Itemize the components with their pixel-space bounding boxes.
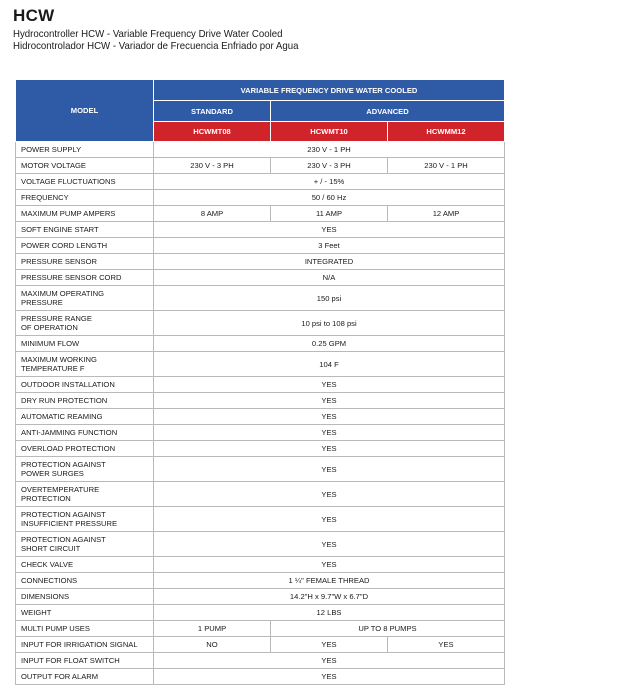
model-name: HCWMT08 <box>154 122 271 142</box>
row-value: 12 LBS <box>154 605 505 621</box>
row-value: 230 V - 1 PH <box>388 158 505 174</box>
row-label: PRESSURE RANGE OF OPERATION <box>16 311 154 336</box>
row-label: DRY RUN PROTECTION <box>16 393 154 409</box>
group-header: VARIABLE FREQUENCY DRIVE WATER COOLED <box>154 80 505 101</box>
table-row <box>16 441 505 457</box>
model-name: HCWMT10 <box>271 122 388 142</box>
standard-header: STANDARD <box>154 101 271 122</box>
row-value: UP TO 8 PUMPS <box>271 621 505 637</box>
row-label: PROTECTION AGAINST POWER SURGES <box>16 457 154 482</box>
row-label: OUTPUT FOR ALARM <box>16 669 154 685</box>
row-value: 12 AMP <box>388 206 505 222</box>
row-value: YES <box>154 222 505 238</box>
table-row <box>16 377 505 393</box>
row-value: YES <box>271 637 388 653</box>
subtitle-spanish: Hidrocontrolador HCW - Variador de Frecuencia Enfriado por Agua <box>13 40 299 52</box>
table-row <box>16 352 505 377</box>
table-row <box>16 158 505 174</box>
table-row <box>16 589 505 605</box>
table-row <box>16 286 505 311</box>
row-value: YES <box>154 377 505 393</box>
row-label: CHECK VALVE <box>16 557 154 573</box>
row-label: FREQUENCY <box>16 190 154 206</box>
advanced-header: ADVANCED <box>271 101 505 122</box>
row-value: INTEGRATED <box>154 254 505 270</box>
row-label: MAXIMUM PUMP AMPERS <box>16 206 154 222</box>
row-label: MINIMUM FLOW <box>16 336 154 352</box>
row-value: 150 psi <box>154 286 505 311</box>
table-row <box>16 507 505 532</box>
row-value: 10 psi to 108 psi <box>154 311 505 336</box>
row-value: 230 V - 3 PH <box>154 158 271 174</box>
row-label: OVERTEMPERATURE PROTECTION <box>16 482 154 507</box>
row-label: SOFT ENGINE START <box>16 222 154 238</box>
row-label: VOLTAGE FLUCTUATIONS <box>16 174 154 190</box>
row-value: YES <box>154 409 505 425</box>
row-label: POWER SUPPLY <box>16 142 154 158</box>
row-label: OUTDOOR INSTALLATION <box>16 377 154 393</box>
table-row <box>16 557 505 573</box>
row-label: DIMENSIONS <box>16 589 154 605</box>
table-row <box>16 174 505 190</box>
row-value: 11 AMP <box>271 206 388 222</box>
row-label: WEIGHT <box>16 605 154 621</box>
table-row <box>16 573 505 589</box>
row-label: MOTOR VOLTAGE <box>16 158 154 174</box>
model-name: HCWMM12 <box>388 122 505 142</box>
model-header: MODEL <box>16 80 154 142</box>
spec-table <box>15 79 505 685</box>
row-value: 230 V - 1 PH <box>154 142 505 158</box>
row-label: OVERLOAD PROTECTION <box>16 441 154 457</box>
row-label: ANTI-JAMMING FUNCTION <box>16 425 154 441</box>
row-value: YES <box>154 653 505 669</box>
row-value: 1 ¼" FEMALE THREAD <box>154 573 505 589</box>
table-row <box>16 605 505 621</box>
row-value: 230 V - 3 PH <box>271 158 388 174</box>
row-label: INPUT FOR IRRIGATION SIGNAL <box>16 637 154 653</box>
table-row <box>16 311 505 336</box>
row-value: YES <box>154 669 505 685</box>
table-row <box>16 653 505 669</box>
row-value: 3 Feet <box>154 238 505 254</box>
table-row <box>16 206 505 222</box>
row-label: AUTOMATIC REAMING <box>16 409 154 425</box>
row-label: PROTECTION AGAINST INSUFFICIENT PRESSURE <box>16 507 154 532</box>
row-value: YES <box>154 425 505 441</box>
table-row <box>16 393 505 409</box>
table-row <box>16 425 505 441</box>
row-value: YES <box>154 441 505 457</box>
row-value: 8 AMP <box>154 206 271 222</box>
table-row <box>16 409 505 425</box>
row-value: YES <box>154 393 505 409</box>
row-value: YES <box>154 457 505 482</box>
row-value: 1 PUMP <box>154 621 271 637</box>
row-label: MAXIMUM WORKING TEMPERATURE F <box>16 352 154 377</box>
table-row <box>16 254 505 270</box>
row-label: MULTI PUMP USES <box>16 621 154 637</box>
row-value: 50 / 60 Hz <box>154 190 505 206</box>
row-value: N/A <box>154 270 505 286</box>
table-row <box>16 621 505 637</box>
row-label: PROTECTION AGAINST SHORT CIRCUIT <box>16 532 154 557</box>
row-value: 14.2"H x 9.7"W x 6.7"D <box>154 589 505 605</box>
table-row <box>16 190 505 206</box>
row-value: YES <box>154 482 505 507</box>
row-value: YES <box>154 557 505 573</box>
row-value: YES <box>154 507 505 532</box>
table-row <box>16 482 505 507</box>
row-value: 104 F <box>154 352 505 377</box>
row-value: + / - 15% <box>154 174 505 190</box>
table-row <box>16 532 505 557</box>
table-row <box>16 270 505 286</box>
row-label: PRESSURE SENSOR CORD <box>16 270 154 286</box>
table-row <box>16 336 505 352</box>
row-label: POWER CORD LENGTH <box>16 238 154 254</box>
table-row <box>16 457 505 482</box>
table-row <box>16 238 505 254</box>
row-label: MAXIMUM OPERATING PRESSURE <box>16 286 154 311</box>
table-row <box>16 142 505 158</box>
row-value: NO <box>154 637 271 653</box>
subtitle-english: Hydrocontroller HCW - Variable Frequency Drive Water Cooled <box>13 28 283 40</box>
row-label: PRESSURE SENSOR <box>16 254 154 270</box>
page-title: HCW <box>13 6 55 25</box>
table-row <box>16 669 505 685</box>
table-row <box>16 637 505 653</box>
table-row <box>16 222 505 238</box>
row-value: YES <box>154 532 505 557</box>
row-label: INPUT FOR FLOAT SWITCH <box>16 653 154 669</box>
row-value: YES <box>388 637 505 653</box>
row-value: 0.25 GPM <box>154 336 505 352</box>
row-label: CONNECTIONS <box>16 573 154 589</box>
